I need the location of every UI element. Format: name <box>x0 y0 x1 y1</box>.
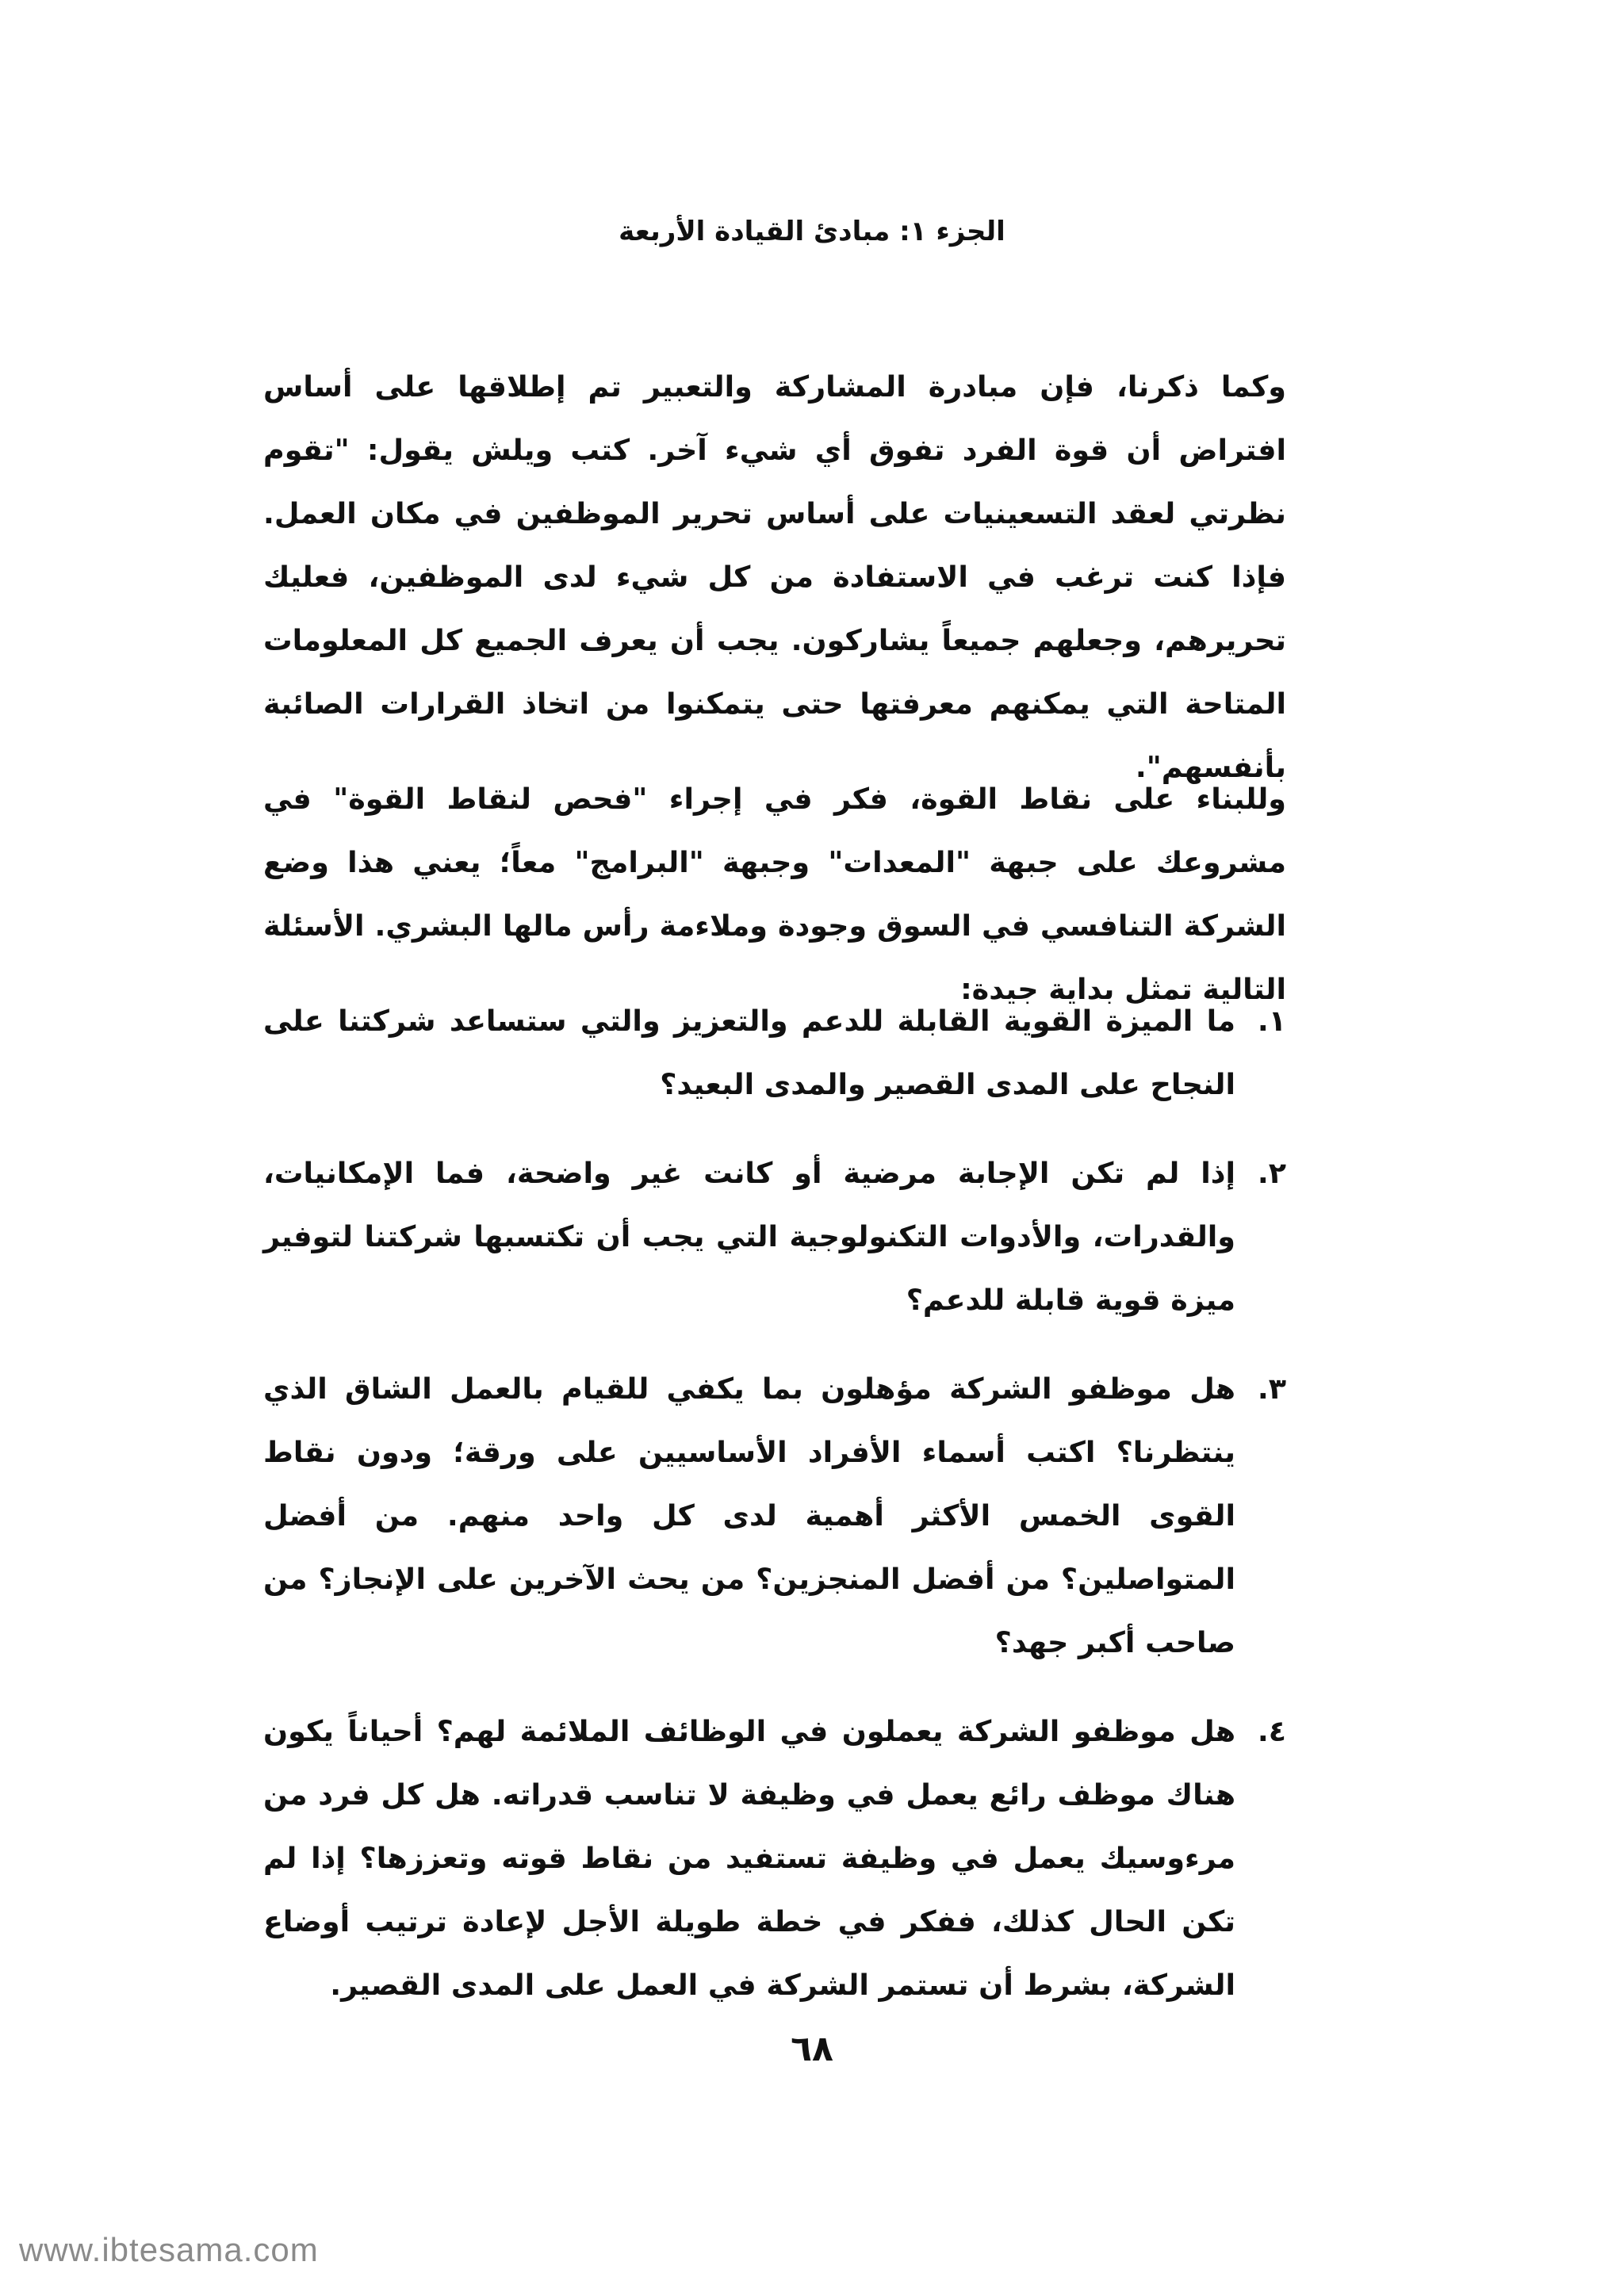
body-paragraph: وكما ذكرنا، فإن مبادرة المشاركة والتعبير تم إطلاقها على أساس افتراض أن قوة الفرد تفوق أي شيء آخر. كتب ويلش يقول: "تقوم نظرتي لعقد التسعينيات على أساس تحرير الموظفين في مكان العمل. فإذا كنت ترغب في الاستفادة من كل شيء لدى الموظفين، فعليك تحريرهم، وجعلهم جميعاً يشاركون. يجب أن يعرف الجميع كل المعلومات المتاحة التي يمكنهم معرفتها حتى يتمكنوا من اتخاذ القرارات الصائبة بأنفسهم". <box>263 369 1286 784</box>
list-item <box>263 1357 1286 1674</box>
list-item-text: هل موظفو الشركة مؤهلون بما يكفي للقيام بالعمل الشاق الذي ينتظرنا؟ اكتب أسماء الأفراد الأساسيين على ورقة؛ ودون نقاط القوى الخمس الأكثر أهمية لدى كل واحد منهم. من أفضل المتواصلين؟ من أفضل المنجزين؟ من يحث الآخرين على الإنجاز؟ من صاحب أكبر جهد؟ <box>263 1372 1235 1659</box>
list-item-number: ٣. <box>1257 1372 1286 1406</box>
list-item-text: ما الميزة القوية القابلة للدعم والتعزيز والتي ستساعد شركتنا على النجاح على المدى القصير والمدى البعيد؟ <box>263 1004 1235 1101</box>
list-item-number: ٢. <box>1257 1156 1286 1190</box>
list-item <box>263 989 1286 1116</box>
body-paragraph: وللبناء على نقاط القوة، فكر في إجراء "فحص لنقاط القوة" في مشروعك على جبهة "المعدات" وجبهة "البرامج" معاً؛ يعني هذا وضع الشركة التنافسي في السوق وجودة وملاءمة رأس مالها البشري. الأسئلة التالية تمثل بداية جيدة: <box>263 782 1286 1006</box>
list-item-number: ١. <box>1257 1004 1286 1038</box>
page-number: ٦٨ <box>791 2029 833 2069</box>
list-item <box>263 1700 1286 2017</box>
watermark-url: www.ibtesama.com <box>19 2231 319 2268</box>
questions-list <box>263 989 1286 2042</box>
list-item-text: إذا لم تكن الإجابة مرضية أو كانت غير واضحة، فما الإمكانيات، والقدرات، والأدوات التكنولوجية التي يجب أن تكتسبها شركتنا لتوفير ميزة قوية قابلة للدعم؟ <box>263 1156 1235 1317</box>
list-item-text: هل موظفو الشركة يعملون في الوظائف الملائمة لهم؟ أحياناً يكون هناك موظف رائع يعمل في وظيفة لا تناسب قدراته. هل كل فرد من مرءوسيك يعمل في وظيفة تستفيد من نقاط قوته وتعززها؟ إذا لم تكن الحال كذلك، ففكر في خطة طويلة الأجل لإعادة ترتيب أوضاع الشركة، بشرط أن تستمر الشركة في العمل على المدى القصير. <box>263 1714 1235 2002</box>
list-item-number: ٤. <box>1257 1714 1286 1748</box>
running-header-title: الجزء ١: مبادئ القيادة الأربعة <box>619 216 1005 247</box>
list-item <box>263 1142 1286 1332</box>
